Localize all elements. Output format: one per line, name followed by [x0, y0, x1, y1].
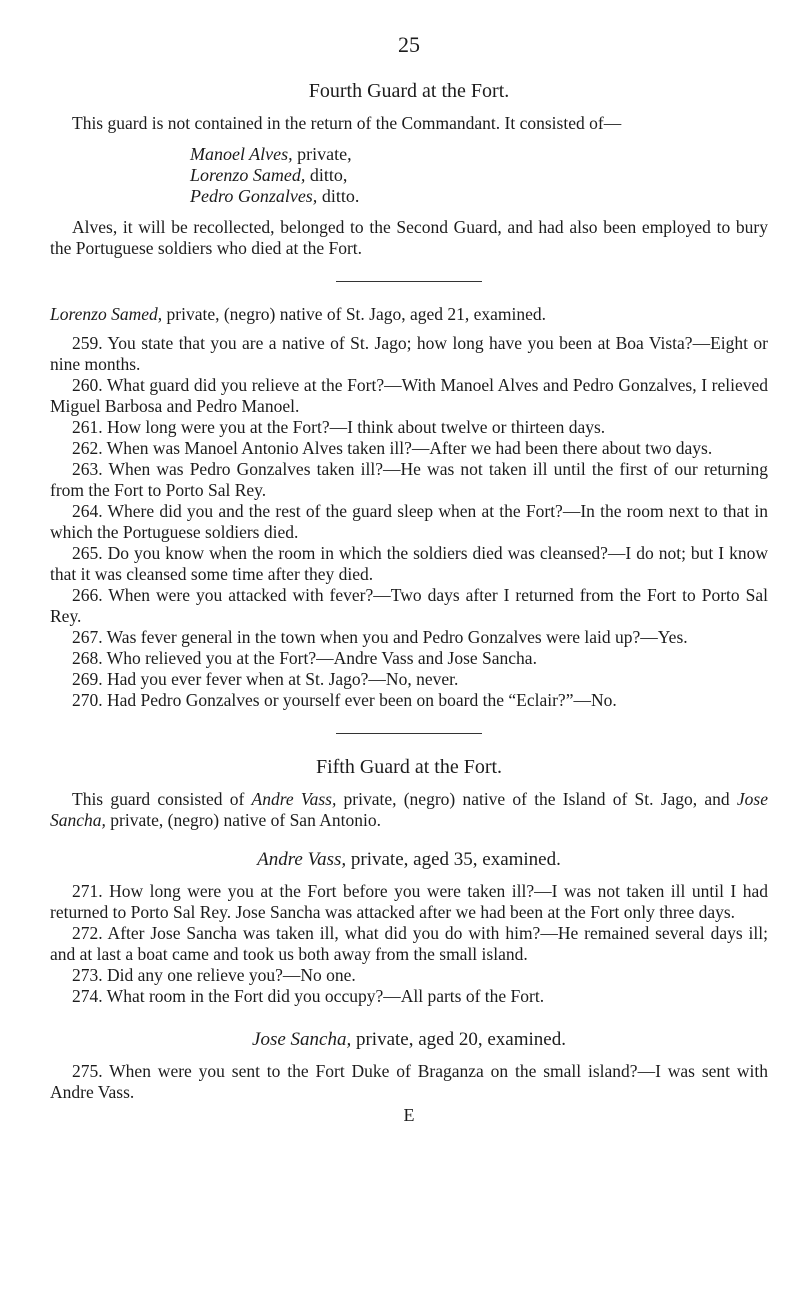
fifth-guard-title: Fifth Guard at the Fort. [315, 756, 503, 778]
lorenzo-examination [50, 304, 768, 711]
intro-text: private, (negro) native of San Antonio. [105, 810, 381, 830]
section-divider [336, 281, 482, 282]
page-number: 25 [398, 32, 420, 57]
intro-text: This guard consisted of [72, 789, 252, 809]
question-268: 268. Who relieved you at the Fort?—Andre Vass and Jose Sancha. [72, 648, 537, 668]
intro-text: private, (negro) native of the Island of St. Jago, and [336, 789, 737, 809]
fifth-guard-section [50, 756, 768, 831]
question-261: 261. How long were you at the Fort?—I think about twelve or thirteen days. [72, 417, 606, 437]
question-260: 260. What guard did you relieve at the Fort?—With Manoel Alves and Pedro Gonzalves, I relieved Miguel Barbosa and Pedro Manoel. [50, 375, 768, 416]
fourth-guard-section [50, 80, 768, 259]
examination-header [50, 849, 768, 871]
andre-examination [50, 849, 768, 1007]
section-divider [336, 733, 482, 734]
question-275: 275. When were you sent to the Fort Duke of Braganza on the small island?—I was sent with Andre Vass. [50, 1061, 768, 1102]
signature-mark: E [403, 1105, 415, 1125]
guard-name: Andre Vass, [251, 789, 337, 809]
roster-entry [190, 165, 768, 186]
question-272: 272. After Jose Sancha was taken ill, what did you do with him?—He remained several days ill; and at last a boat came and took us both away from the small island. [50, 923, 768, 964]
fifth-guard-intro [50, 789, 768, 831]
question-271: 271. How long were you at the Fort before you were taken ill?—I was not taken ill until I had returned to Porto Sal Rey. Jose Sancha was attacked after we had been at the Fort only three days. [50, 881, 768, 922]
question-265: 265. Do you know when the room in which the soldiers died was cleansed?—I do not; but I know that it was cleansed some time after they died. [50, 543, 768, 584]
question-269: 269. Had you ever fever when at St. Jago?—No, never. [72, 669, 459, 689]
roster-entry [190, 186, 768, 207]
jose-examination [50, 1029, 768, 1103]
witness-name: Andre Vass, [257, 849, 347, 870]
witness-name: Jose Sancha, [252, 1029, 352, 1050]
question-259: 259. You state that you are a native of St. Jago; how long have you been at Boa Vista?—Eight or nine months. [50, 333, 768, 374]
question-266: 266. When were you attacked with fever?—Two days after I returned from the Fort to Porto Sal Rey. [50, 585, 768, 626]
roster-name: Pedro Gonzalves, [190, 186, 318, 206]
witness-details: private, (negro) native of St. Jago, aged 21, examined. [162, 304, 547, 324]
fourth-guard-note: Alves, it will be recollected, belonged to the Second Guard, and had also been employed to bury the Portuguese soldiers who died at the Fort. [50, 217, 768, 258]
question-267: 267. Was fever general in the town when you and Pedro Gonzalves were laid up?—Yes. [72, 627, 688, 647]
question-273: 273. Did any one relieve you?—No one. [72, 965, 356, 985]
document-page [50, 32, 768, 1126]
fourth-guard-intro: This guard is not contained in the return of the Commandant. It consisted of— [72, 113, 622, 133]
roster-rank: ditto. [317, 186, 360, 206]
roster-entry [190, 144, 768, 165]
fourth-guard-title: Fourth Guard at the Fort. [308, 80, 510, 102]
witness-name: Lorenzo Samed, [50, 304, 163, 324]
examination-header [50, 1029, 768, 1051]
question-270: 270. Had Pedro Gonzalves or yourself ever been on board the “Eclair?”—No. [72, 690, 617, 710]
roster-rank: ditto, [305, 165, 348, 185]
fourth-guard-roster [190, 144, 768, 207]
question-264: 264. Where did you and the rest of the guard sleep when at the Fort?—In the room next to that in which the Portuguese soldiers died. [50, 501, 768, 542]
question-262: 262. When was Manoel Antonio Alves taken ill?—After we had been there about two days. [72, 438, 713, 458]
examination-header [50, 304, 768, 325]
question-274: 274. What room in the Fort did you occupy?—All parts of the Fort. [72, 986, 545, 1006]
witness-details: private, aged 35, examined. [346, 849, 561, 870]
guard-name: Jose Sancha, [50, 789, 768, 830]
roster-name: Lorenzo Samed, [190, 165, 306, 185]
roster-rank: private, [292, 144, 352, 164]
witness-details: private, aged 20, examined. [351, 1029, 566, 1050]
question-263: 263. When was Pedro Gonzalves taken ill?—He was not taken ill until the first of our returning from the Fort to Porto Sal Rey. [50, 459, 768, 500]
roster-name: Manoel Alves, [190, 144, 293, 164]
